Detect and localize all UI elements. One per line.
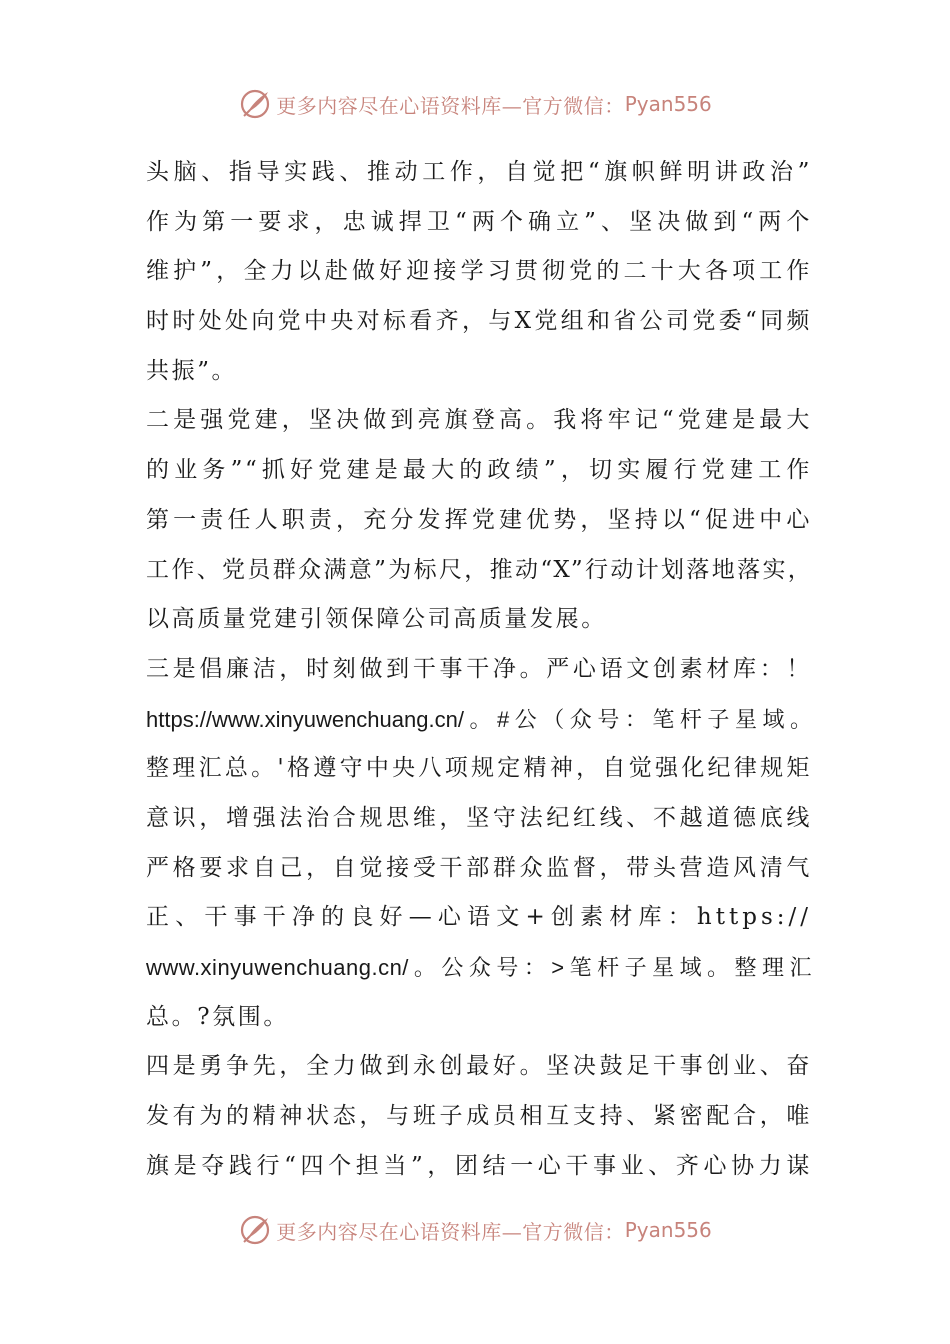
text-line: www.xinyuwenchuang.cn/。公众号：>笔杆子星域。整理汇 (146, 955, 812, 980)
watermark-brand: Pyan556 (624, 1218, 712, 1242)
quill-logo-icon (238, 1213, 272, 1247)
text-line: https://www.xinyuwenchuang.cn/。#公（众号：笔杆子星域。 (146, 706, 812, 732)
text-line: 工作、党员群众满意”为标尺，推动“X”行动计划落地落实， (146, 556, 812, 583)
text-line: 以高质量党建引领保障公司高质量发展。 (146, 606, 607, 633)
text-line: 共振”。 (146, 357, 238, 384)
quill-logo-icon (238, 87, 272, 121)
watermark-text: 更多内容尽在心语资料库—官方微信： (276, 93, 625, 118)
text-line: 作为第一要求，忠诚捍卫“两个确立”、坚决做到“两个 (146, 208, 812, 235)
document-body (146, 148, 812, 1191)
text-line: 发有为的精神状态，与班子成员相互支持、紧密配合，唯 (146, 1103, 812, 1130)
text-line: 总。?氛围。 (146, 1003, 289, 1030)
watermark-text: 更多内容尽在心语资料库—官方微信： (276, 1219, 625, 1244)
footer-watermark (0, 1210, 950, 1250)
text-line: 第一责任人职责，充分发挥党建优势，坚持以“促进中心 (146, 506, 812, 533)
text-line: 的业务”“抓好党建是最大的政绩”，切实履行党建工作 (146, 457, 812, 484)
header-watermark (0, 84, 950, 124)
text-line: 三是倡廉洁，时刻做到干事干净。严心语文创素材库：！ (146, 655, 812, 682)
text-line: 维护”，全力以赴做好迎接学习贯彻党的二十大各项工作 (146, 258, 812, 285)
text-line: 意识，增强法治合规思维，坚守法纪红线、不越道德底线 (146, 804, 812, 831)
text-line: 头脑、指导实践、推动工作，自觉把“旗帜鲜明讲政治” (146, 159, 812, 185)
text-line: 二是强党建，坚决做到亮旗登高。我将牢记“党建是最大 (146, 407, 812, 434)
text-line: 四是勇争先，全力做到永创最好。坚决鼓足干事创业、奋 (146, 1053, 812, 1080)
text-line: 整理汇总。'格遵守中央八项规定精神，自觉强化纪律规矩 (146, 755, 812, 782)
watermark-brand: Pyan556 (624, 92, 712, 116)
text-line: 正、干事干净的良好—心语文+创素材库：https:// (146, 904, 812, 931)
text-line: 旗是夺践行“四个担当”，团结一心干事业、齐心协力谋 (146, 1152, 812, 1179)
text-line: 时时处处向党中央对标看齐，与X党组和省公司党委“同频 (146, 308, 812, 335)
text-line: 严格要求自己，自觉接受干部群众监督，带头营造风清气 (146, 854, 812, 881)
